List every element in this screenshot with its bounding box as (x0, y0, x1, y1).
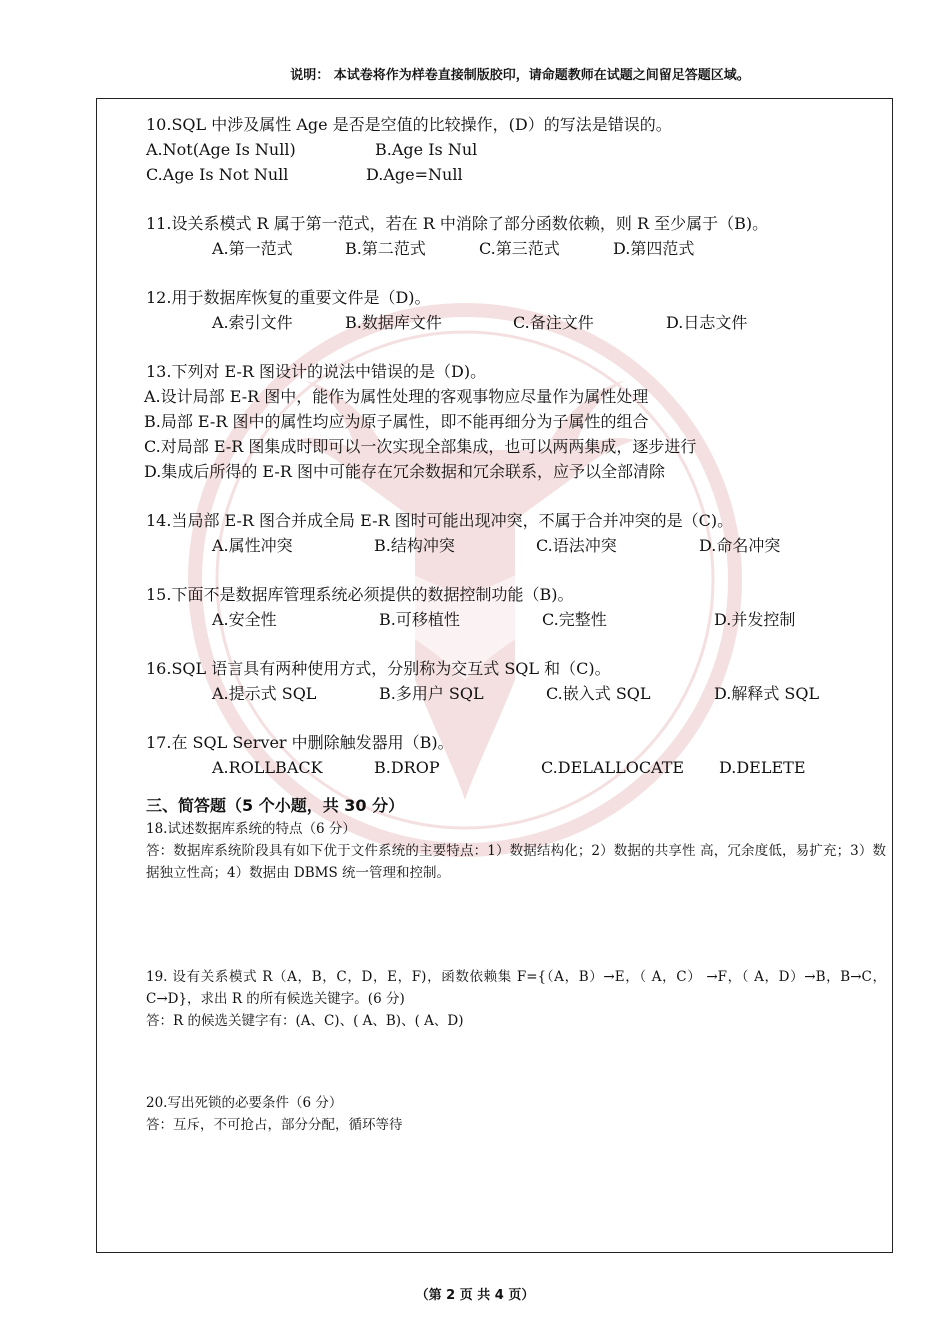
option-row (146, 162, 886, 187)
option: A.Not(Age Is Null) (146, 140, 296, 159)
option: B.局部 E-R 图中的属性均应为原子属性，即不能再细分为子属性的组合 (144, 412, 649, 431)
question-stem: 15.下面不是数据库管理系统必须提供的数据控制功能（B)。 (146, 585, 574, 604)
option-row (146, 607, 886, 632)
question-stem: 14.当局部 E-R 图合并成全局 E-R 图时可能出现冲突，不属于合并冲突的是（C)。 (146, 511, 734, 530)
option: D.解释式 SQL (714, 684, 820, 703)
option: A.ROLLBACK (212, 758, 323, 777)
option: B.可移植性 (379, 610, 460, 629)
section-title: 三、简答题（5 个小题，共 30 分） (146, 796, 405, 815)
option-row (146, 533, 886, 558)
option: B.Age Is Nul (375, 140, 478, 159)
option: C.第三范式 (479, 239, 560, 258)
question-stem: 16.SQL 语言具有两种使用方式，分别称为交互式 SQL 和（C)。 (146, 659, 611, 678)
option-row (146, 681, 886, 706)
option-row (146, 755, 886, 780)
option: B.多用户 SQL (379, 684, 484, 703)
option: B.第二范式 (345, 239, 426, 258)
option: C.嵌入式 SQL (546, 684, 651, 703)
option: A.安全性 (212, 610, 277, 629)
content-area (146, 112, 886, 1136)
answer-text: 答：互斥，不可抢占，部分分配，循环等待 (146, 1117, 403, 1133)
question-stem: 19. 设有关系模式 R（A，B，C，D，E，F)，函数依赖集 F={（A，B）→E，（ A，C） →F，（ A，D）→B，B→C，C→D}，求出 R 的所有候选关键字。(6 分) (146, 969, 886, 1007)
option: A.设计局部 E-R 图中，能作为属性处理的客观事物应尽量作为属性处理 (144, 387, 649, 406)
option: D.集成后所得的 E-R 图中可能存在冗余数据和冗余联系，应予以全部清除 (144, 462, 665, 481)
option: D.命名冲突 (699, 536, 781, 555)
option: D.日志文件 (666, 313, 748, 332)
option: A.第一范式 (212, 239, 293, 258)
option: C.语法冲突 (536, 536, 617, 555)
exam-notice: 说明： 本试卷将作为样卷直接制版胶印，请命题教师在试题之间留足答题区域。 (290, 68, 750, 83)
option: C.备注文件 (513, 313, 594, 332)
option: B.数据库文件 (345, 313, 442, 332)
option: A.属性冲突 (212, 536, 293, 555)
question-stem: 10.SQL 中涉及属性 Age 是否是空值的比较操作，(D）的写法是错误的。 (146, 115, 672, 134)
option-row (146, 137, 886, 162)
option-row (146, 236, 886, 261)
option: D.第四范式 (613, 239, 695, 258)
option: C.DELALLOCATE (541, 758, 685, 777)
option: D.Age=Null (366, 165, 463, 184)
option-row (146, 310, 886, 335)
option: D.并发控制 (714, 610, 796, 629)
option: A.提示式 SQL (212, 684, 317, 703)
option: C.对局部 E-R 图集成时即可以一次实现全部集成，也可以两两集成，逐步进行 (144, 437, 697, 456)
option: A.索引文件 (212, 313, 293, 332)
answer-text: 答：R 的候选关键字有：(A、C)、( A、B)、( A、D) (146, 1013, 464, 1029)
question-stem: 12.用于数据库恢复的重要文件是（D)。 (146, 288, 431, 307)
question-stem: 18.试述数据库系统的特点（6 分） (146, 821, 356, 837)
option: B.DROP (374, 758, 440, 777)
question-stem: 11.设关系模式 R 属于第一范式，若在 R 中消除了部分函数依赖，则 R 至少属于（B)。 (146, 214, 769, 233)
option: C.完整性 (542, 610, 607, 629)
page-number: （第 2 页 共 4 页） (415, 1288, 535, 1303)
question-stem: 20.写出死锁的必要条件（6 分） (146, 1095, 343, 1111)
answer-text: 答：数据库系统阶段具有如下优于文件系统的主要特点：1）数据结构化；2）数据的共享性 高，冗余度低，易扩充；3）数据独立性高；4）数据由 DBMS 统一管理和控制。 (146, 843, 886, 881)
question-stem: 17.在 SQL Server 中删除触发器用（B)。 (146, 733, 454, 752)
option: C.Age Is Not Null (146, 165, 289, 184)
option: B.结构冲突 (374, 536, 455, 555)
option: D.DELETE (719, 758, 806, 777)
question-stem: 13.下列对 E-R 图设计的说法中错误的是（D)。 (146, 362, 487, 381)
